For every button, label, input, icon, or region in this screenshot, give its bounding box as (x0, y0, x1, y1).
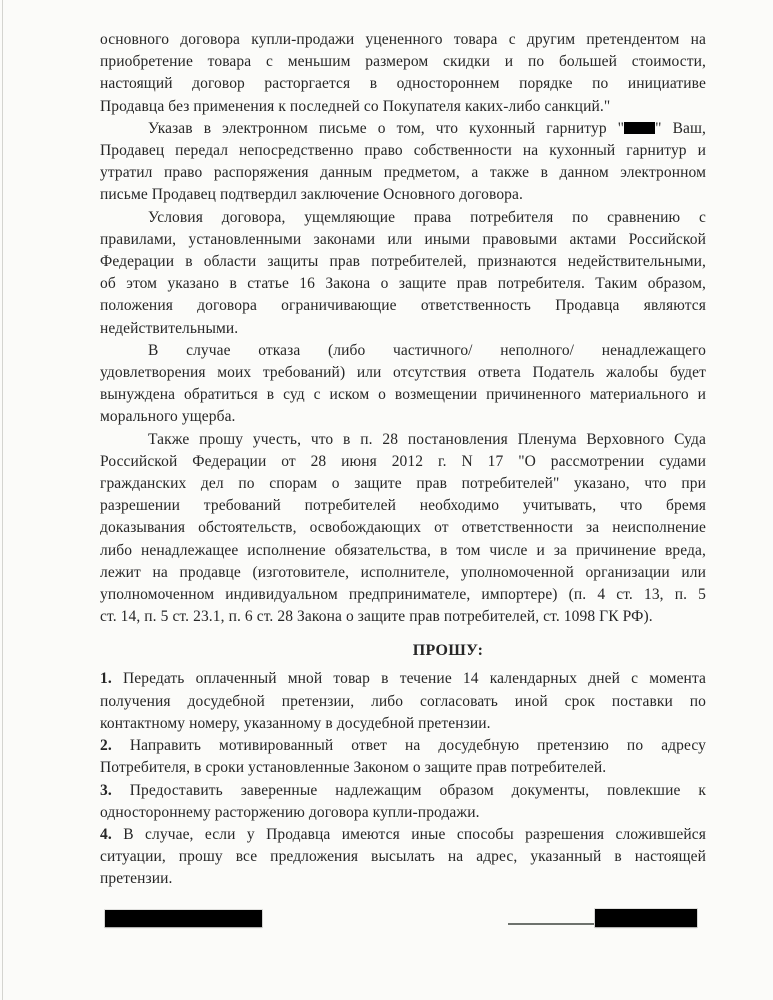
text-span: Продавца без применения к последней со Покупателя каких-либо санкций." (100, 97, 611, 115)
text-line (100, 495, 706, 517)
text-span: либо ненадлежащее исполнение обязательства, в том числе и за причинение вреда, (100, 541, 706, 559)
text-line (100, 451, 706, 473)
text-span: Также прошу учесть, что в п. 28 постановления Пленума Верховного Суда (148, 430, 706, 448)
text-line (100, 868, 706, 890)
text-span: морального ущерба. (100, 408, 236, 426)
text-line (100, 668, 706, 690)
text-line (100, 429, 706, 451)
text-span: вынуждена обратиться в суд с иском о возмещении причиненного материального и (100, 386, 706, 404)
text-line (100, 384, 706, 406)
text-line (100, 735, 706, 757)
text-span: лежит на продавце (изготовителе, исполнителе, уполномоченной организации или (100, 563, 706, 581)
text-span: настоящий договор расторгается в одностороннем порядке по инициативе (100, 75, 706, 93)
text-line (100, 51, 706, 73)
body-paragraphs (100, 29, 706, 628)
demand-number: 1. (100, 670, 112, 688)
text-span: правилами, установленными законами или иными правовыми актами Российской (100, 230, 706, 248)
text-line (100, 713, 706, 735)
text-span: основного договора купли-продажи уцененного товара с другим претендентом на (100, 31, 706, 48)
text-line (100, 118, 706, 140)
text-line (100, 207, 706, 229)
redaction-bar-right (595, 909, 697, 927)
text-span: разрешении требований потребителей необходимо учитывать, что бремя (100, 497, 706, 515)
text-line (100, 846, 706, 868)
text-line (100, 29, 706, 51)
text-span: контактному номеру, указанному в досудебной претензии. (100, 714, 491, 732)
text-span: Передать оплаченный мной товар в течение 14 календарных дней с момента (111, 670, 706, 688)
text-line (100, 473, 706, 495)
paragraph (100, 429, 706, 629)
text-span: В случае, если у Продавца имеются иные способы разрешения сложившейся (111, 825, 706, 843)
demand-number: 4. (100, 825, 112, 843)
text-span: одностороннему расторжению договора купли-продажи. (100, 803, 480, 821)
text-line (100, 540, 706, 562)
text-line (100, 251, 706, 273)
text-line (100, 584, 706, 606)
text-line (100, 318, 706, 340)
text-span: письме Продавец подтвердил заключение Основного договора. (100, 186, 523, 204)
text-line (100, 273, 706, 295)
text-line (100, 295, 706, 317)
demand-number: 3. (100, 781, 112, 799)
text-line (100, 824, 706, 846)
text-line (100, 162, 706, 184)
text-line (100, 517, 706, 539)
petition-heading: ПРОШУ: (412, 642, 484, 660)
text-span: недействительными. (100, 319, 239, 337)
text-span: претензии. (100, 870, 173, 888)
text-line (100, 340, 706, 362)
text-line (100, 757, 706, 779)
text-span: Указав в электронном письме о том, что кухонный гарнитур " (148, 119, 625, 137)
text-line (100, 802, 706, 824)
text-line (100, 362, 706, 384)
text-span: удовлетворения моих требований) или отсутствия ответа Податель жалобы будет (100, 364, 706, 382)
demand-list (100, 668, 706, 890)
text-span: положения договора ограничивающие ответственность Продавца являются (100, 297, 706, 315)
text-span: уполномоченном индивидуальном предпринимателе, импортере) (п. 4 ст. 13, п. 5 (100, 586, 706, 604)
paragraph (100, 340, 706, 429)
text-span: утратил право распоряжения данным предметом, а также в данном электронном (100, 164, 706, 182)
text-span: " Ваш, (655, 119, 706, 137)
text-span: ситуации, прошу все предложения высылать на адрес, указанный в настоящей (100, 848, 706, 866)
paragraph (100, 207, 706, 340)
text-span: В случае отказа (либо частичного/ неполного/ ненадлежащего (148, 341, 706, 359)
text-line (100, 606, 706, 628)
text-span: Российской Федерации от 28 июня 2012 г. N 17 "О рассмотрении судами (100, 452, 706, 470)
text-span: Предоставить заверенные надлежащим образом документы, повлекшие к (111, 781, 706, 799)
text-line (100, 184, 706, 206)
text-line (100, 73, 706, 95)
text-span: гражданских дел по спорам о защите прав потребителей" указано, что при (100, 475, 706, 493)
text-line (100, 140, 706, 162)
document-body (100, 29, 706, 891)
text-line (100, 96, 706, 118)
text-line (100, 780, 706, 802)
text-span: приобретение товара с меньшим размером скидки и по большей стоимости, (100, 53, 706, 71)
text-span: Направить мотивированный ответ на досудебную претензию по адресу (111, 737, 706, 755)
demand-item (100, 668, 706, 735)
paragraph (100, 29, 706, 118)
text-span: Условия договора, ущемляющие права потребителя по сравнению с (148, 208, 706, 226)
signature-line (508, 923, 594, 925)
text-span: Федерации в области защиты прав потребителей, признаются недействительными, (100, 253, 706, 271)
demand-item (100, 824, 706, 891)
text-span: ст. 14, п. 5 ст. 23.1, п. 6 ст. 28 Закона о защите прав потребителей, ст. 1098 ГК РФ). (100, 608, 653, 626)
text-span: Потребителя, в сроки установленные Законом о защите прав потребителей. (100, 759, 607, 777)
text-span: доказывания обстоятельств, освобождающих от ответственности за неисполнение (100, 519, 706, 537)
text-line (100, 691, 706, 713)
text-line (100, 229, 706, 251)
demand-number: 2. (100, 737, 112, 755)
text-span: Продавец передал непосредственно право собственности на кухонный гарнитур и (100, 142, 706, 160)
demand-item (100, 735, 706, 779)
text-span: получения досудебной претензии, либо согласовать иной срок поставки по (100, 692, 706, 710)
redacted-text (624, 122, 655, 134)
redaction-bar-left (105, 910, 262, 927)
text-line (100, 406, 706, 428)
paragraph (100, 118, 706, 207)
text-line (100, 562, 706, 584)
demand-item (100, 780, 706, 824)
text-span: об этом указано в статье 16 Закона о защите прав потребителя. Таким образом, (100, 275, 706, 293)
